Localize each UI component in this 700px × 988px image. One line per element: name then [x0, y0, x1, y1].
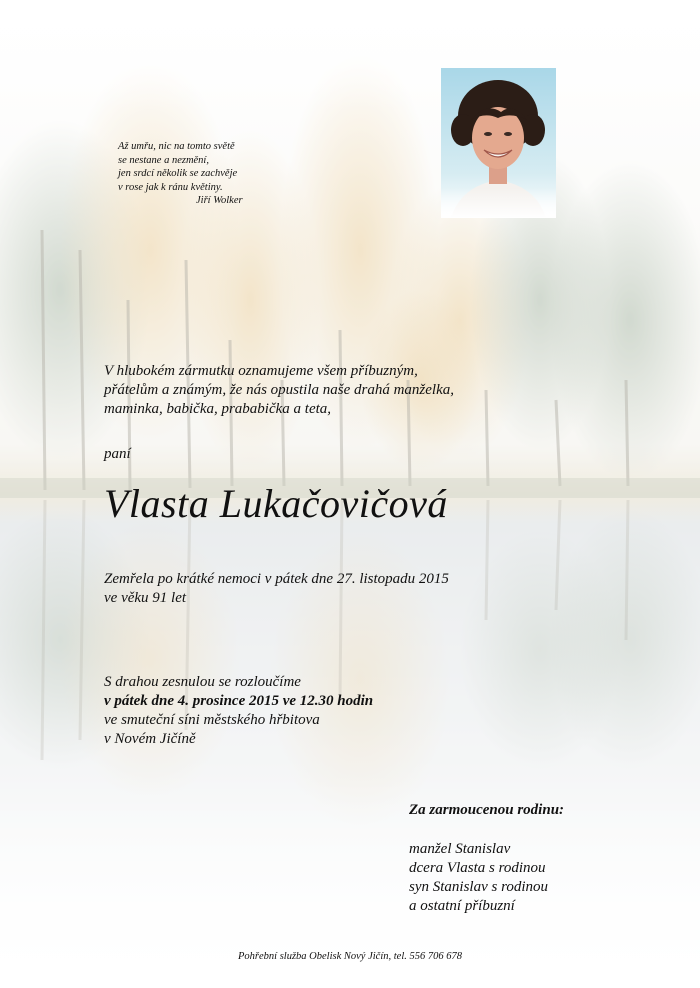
farewell-line: v Novém Jičíně	[104, 731, 196, 747]
intro-line: maminka, babička, prababička a teta,	[104, 401, 332, 417]
farewell-line: ve smuteční síni městského hřbitova	[104, 712, 320, 728]
poem-line: v rose jak k ránu květiny.	[118, 181, 223, 193]
poem-line: jen srdcí několik se zachvěje	[118, 168, 238, 179]
deceased-name: Vlasta Lukačovičová	[104, 481, 448, 526]
poem-line: Až umřu, nic na tomto světě	[118, 141, 235, 152]
portrait-photo	[441, 68, 556, 218]
title-word: paní	[104, 446, 131, 462]
death-line: ve věku 91 let	[104, 590, 187, 606]
farewell-datetime: v pátek dne 4. prosince 2015 ve 12.30 hodin	[104, 693, 374, 709]
intro-line: V hlubokém zármutku oznamujeme všem příbuzným,	[104, 363, 418, 379]
farewell-line: S drahou zesnulou se rozloučíme	[104, 674, 301, 690]
mourner-line: manžel Stanislav	[409, 841, 511, 857]
poem-quote	[118, 140, 243, 208]
death-line: Zemřela po krátké nemoci v pátek dne 27. listopadu 2015	[104, 571, 449, 587]
poem-line: se nestane a nezmění,	[118, 154, 209, 166]
mourner-line: a ostatní příbuzní	[409, 898, 515, 914]
death-details	[104, 570, 449, 608]
announcement-intro	[104, 362, 454, 419]
mourner-line: syn Stanislav s rodinou	[409, 879, 549, 895]
poem-author: Jiří Wolker	[196, 195, 243, 206]
intro-line: přátelům a známým, že nás opustila naše drahá manželka,	[104, 382, 454, 398]
mourner-line: dcera Vlasta s rodinou	[409, 860, 546, 876]
signature-heading: Za zarmoucenou rodinu:	[409, 802, 565, 818]
funeral-service-footer: Pohřební služba Obelisk Nový Jičín, tel. 556 706 678	[238, 951, 462, 962]
farewell-details	[104, 673, 373, 749]
mourners-list	[409, 840, 548, 916]
